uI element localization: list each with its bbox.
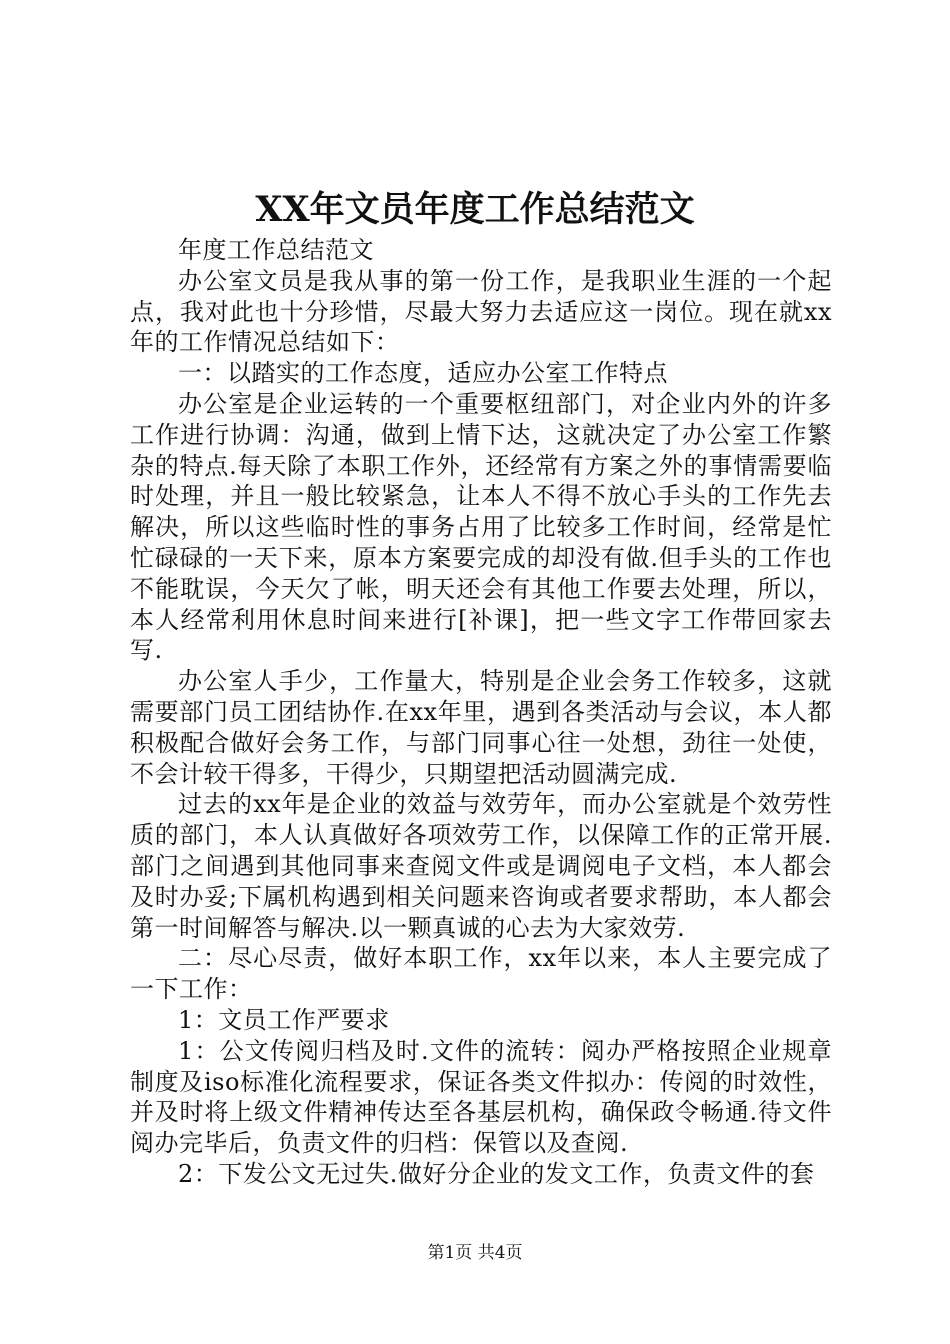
paragraph-intro: 办公室文员是我从事的第一份工作，是我职业生涯的一个起点，我对此也十分珍惜，尽最大努力去适应这一岗位。现在就xx年的工作情况总结如下： <box>130 266 832 357</box>
section-heading-2: 二：尽心尽责，做好本职工作，xx年以来，本人主要完成了一下工作： <box>130 944 832 1004</box>
paragraph: 2：下发公文无过失.做好分企业的发文工作，负责文件的套 <box>178 1159 815 1188</box>
subsection-heading: 1：文员工作严要求 <box>178 1005 390 1034</box>
document-title: XX年文员年度工作总结范文 <box>255 189 695 230</box>
document-body <box>130 235 832 1190</box>
paragraph: 1：公文传阅归档及时.文件的流转：阅办严格按照企业规章制度及iso标准化流程要求，保证各类文件拟办：传阅的时效性，并及时将上级文件精神传达至各基层机构，确保政令畅通.待文件阅办完毕后，负责文件的归档：保管以及查阅. <box>130 1036 832 1158</box>
paragraph: 办公室人手少，工作量大，特别是企业会务工作较多，这就需要部门员工团结协作.在xx年里，遇到各类活动与会议，本人都积极配合做好会务工作，与部门同事心往一处想，劲往一处使，不会计较干得多，干得少，只期望把活动圆满完成. <box>130 667 832 788</box>
paragraph: 办公室是企业运转的一个重要枢纽部门，对企业内外的许多工作进行协调：沟通，做到上情下达，这就决定了办公室工作繁杂的特点.每天除了本职工作外，还经常有方案之外的事情需要临时处理，并且一般比较紧急，让本人不得不放心手头的工作先去解决，所以这些临时性的事务占用了比较多工作时间，经常是忙忙碌碌的一天下来，原本方案要完成的却没有做.但手头的工作也不能耽误，今天欠了帐，明天还会有其他工作要去处理，所以，本人经常利用休息时间来进行[补课]，把一些文字工作带回家去写. <box>130 389 832 665</box>
paragraph-subtitle: 年度工作总结范文 <box>178 236 374 264</box>
page-number-footer: 第1页 共4页 <box>427 1243 523 1263</box>
section-heading-1: 一：以踏实的工作态度，适应办公室工作特点 <box>178 359 668 388</box>
paragraph: 过去的xx年是企业的效益与效劳年，而办公室就是个效劳性质的部门，本人认真做好各项效劳工作，以保障工作的正常开展.部门之间遇到其他同事来查阅文件或是调阅电子文档，本人都会及时办妥;下属机构遇到相关问题来咨询或者要求帮助，本人都会第一时间解答与解决.以一颗真诚的心去为大家效劳. <box>130 790 832 942</box>
